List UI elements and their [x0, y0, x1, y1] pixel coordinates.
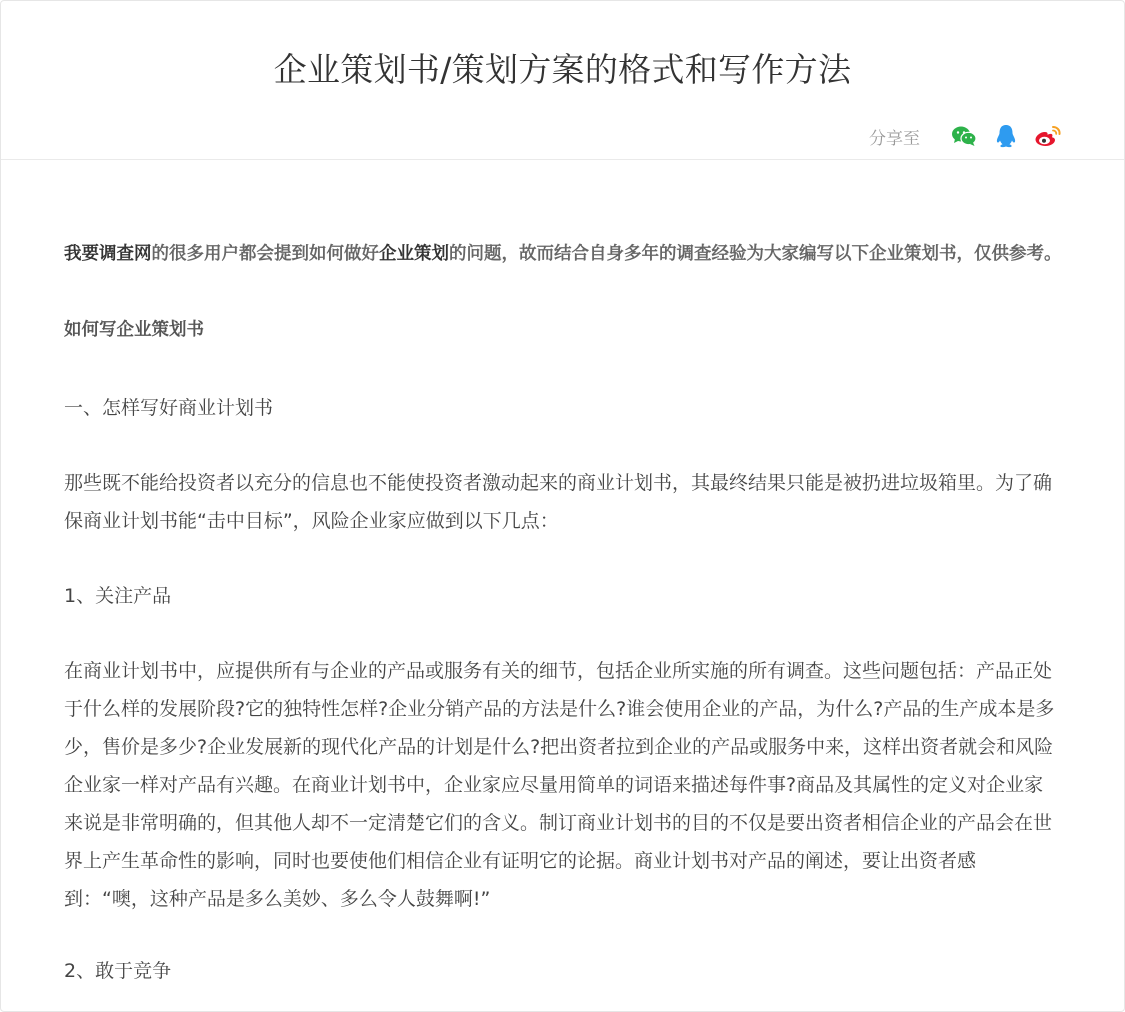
article-title: 企业策划书/策划方案的格式和写作方法 — [273, 50, 852, 89]
section-heading: 如何写企业策划书 — [64, 320, 204, 340]
body-paragraph: 那些既不能给投资者以充分的信息也不能使投资者激动起来的商业计划书，其最终结果只能是被扔进垃圾箱里。为了确保商业计划书能“击中目标”，风险企业家应做到以下几点： — [64, 472, 1053, 532]
list-item-heading: 2、敢于竞争 — [64, 960, 172, 982]
intro-keyword-link[interactable]: 企业策划 — [379, 244, 449, 264]
body-paragraph: 在商业计划书中，应提供所有与企业的产品或服务有关的细节，包括企业所实施的所有调查。这些问题包括：产品正处于什么样的发展阶段?它的独特性怎样?企业分销产品的方法是什么?谁会使用企业的产品，为什么?产品的生产成本是多少，售价是多少?企业发展新的现代化产品的计划是什么?把出资者拉到企业的产品或服务中来，这样出资者就会和风险企业家一样对产品有兴趣。在商业计划书中，企业家应尽量用简单的词语来描述每件事?商品及其属性的定义对企业家来说是非常明确的，但其他人却不一定清楚它们的含义。制订商业计划书的目的不仅是要出资者相信企业的产品会在世界上产生革命性的影响，同时也要使他们相信企业有证明它的论据。商业计划书对产品的阐述，要让出资者感到：“噢，这种产品是多么美妙、多么令人鼓舞啊!” — [64, 660, 1055, 910]
list-item-heading: 1、关注产品 — [64, 585, 172, 607]
weibo-icon — [1034, 124, 1062, 148]
intro-text: 的很多用户都会提到如何做好 — [151, 244, 379, 264]
share-bar — [869, 119, 1062, 153]
article-header — [1, 1, 1124, 160]
intro-paragraph — [64, 239, 1062, 269]
qq-penguin-icon — [995, 124, 1017, 148]
intro-text-end: 的问题，故而结合自身多年的调查经验为大家编写以下企业策划书，仅供参考。 — [449, 244, 1062, 264]
wechat-icon — [951, 125, 977, 147]
qq-share-button[interactable] — [992, 122, 1020, 150]
intro-brand-link[interactable]: 我要调查网 — [64, 244, 152, 264]
subsection-heading: 一、怎样写好商业计划书 — [64, 397, 274, 419]
weibo-share-button[interactable] — [1034, 122, 1062, 150]
wechat-share-button[interactable] — [950, 122, 978, 150]
share-label: 分享至 — [869, 128, 920, 149]
